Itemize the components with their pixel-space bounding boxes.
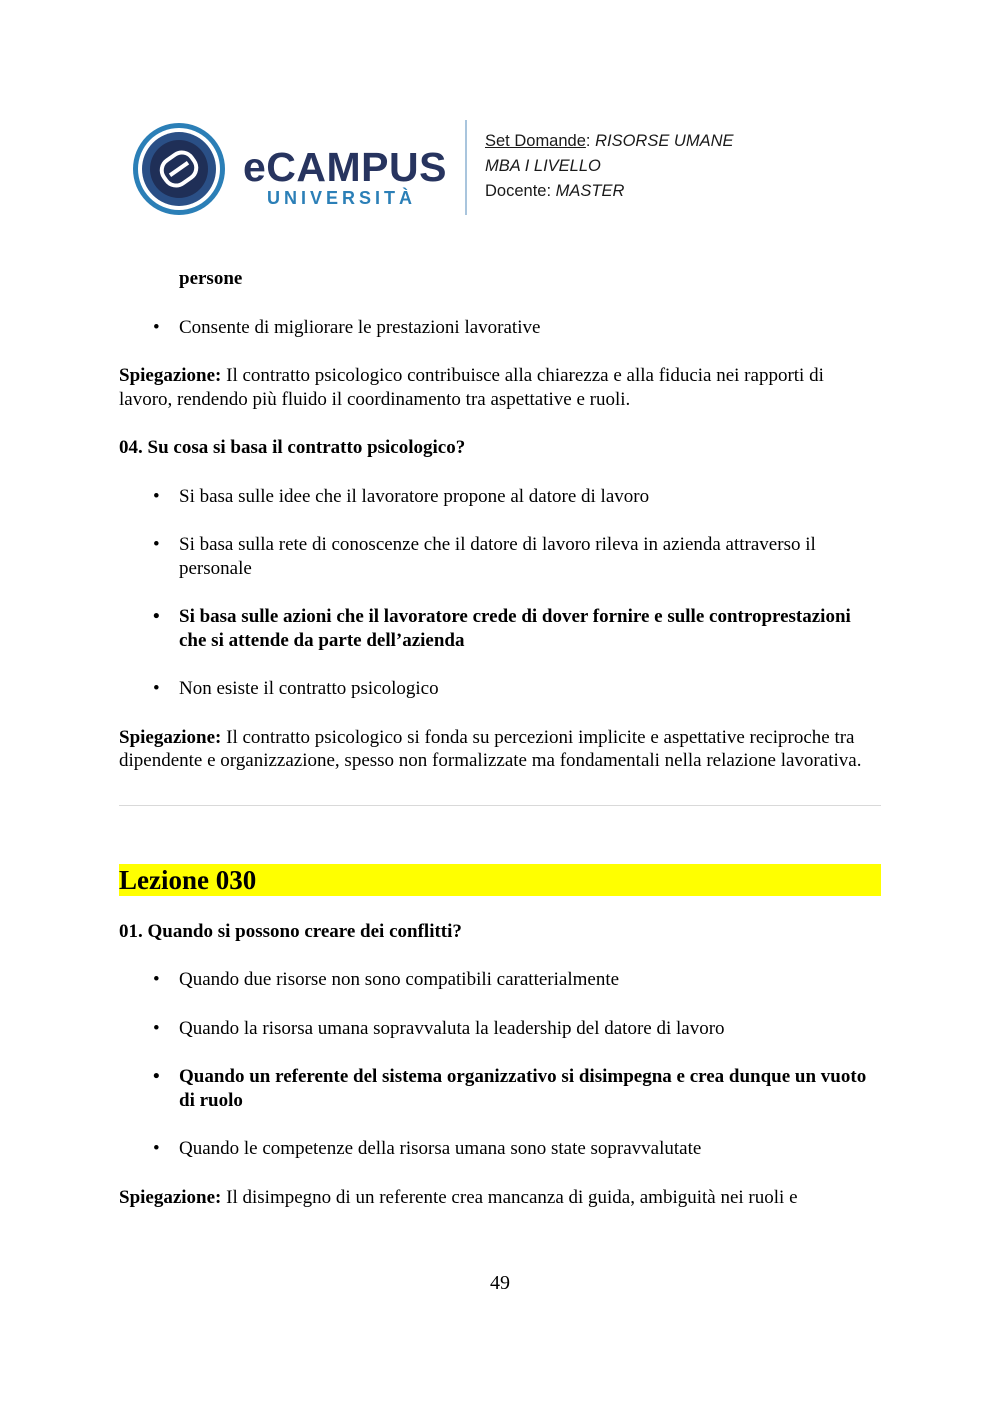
list-item [119,316,881,340]
explanation [119,364,881,411]
question-options [119,485,881,701]
explanation [119,1186,881,1210]
option-text: Quando un referente del sistema organizzativo si disimpegna e crea dunque un vuoto di ruolo [179,1066,867,1111]
option-text: Consente di migliorare le prestazioni lavorative [179,316,541,338]
option-text: Quando le competenze della risorsa umana sono state sopravvalutate [179,1138,702,1159]
question-options [119,968,881,1161]
list-item [119,968,881,992]
bullet-icon: • [153,485,160,507]
explanation [119,726,881,773]
explanation-label: Spiegazione: [119,365,222,386]
ecampus-seal-logo [132,122,226,216]
explanation-label: Spiegazione: [119,1186,222,1208]
option-text: Si basa sulle idee che il lavoratore propone al datore di lavoro [179,485,650,507]
docente-value: MASTER [555,182,625,200]
bullet-icon: • [153,969,160,990]
page-content [119,267,881,1209]
header-level-line [485,154,734,179]
correct-option [119,1065,881,1112]
option-text: Si basa sulle azioni che il lavoratore crede di dover fornire e sulle controprestazioni che si attende da parte dell’azienda [179,606,851,651]
bullet-icon: • [153,1017,160,1039]
page-number: 49 [490,1272,510,1294]
list-item [119,485,881,509]
header-docente-line [485,179,734,204]
question-title: 04. Su cosa si basa il contratto psicologico? [119,437,466,458]
list-item [119,1137,881,1161]
set-value: RISORSE UMANE [595,132,734,150]
bullet-icon: • [153,606,160,627]
explanation-text: Il disimpegno di un referente crea mancanza di guida, ambiguità nei ruoli e [221,1186,798,1208]
header-info [485,129,734,204]
logo-subtitle: UNIVERSITÀ [267,188,417,208]
bullet-icon: • [153,534,160,555]
lesson-heading: Lezione 030 [119,864,881,896]
list-item [119,533,881,580]
carry-over-text: persone [179,268,243,289]
header-divider [465,120,467,215]
correct-option [119,605,881,652]
explanation-label: Spiegazione: [119,726,222,748]
option-text: Quando due risorse non sono compatibili caratterialmente [179,969,620,990]
bullet-icon: • [153,1066,160,1087]
option-text: Si basa sulla rete di conoscenze che il datore di lavoro rileva in azienda attraverso il personale [179,534,816,579]
level-value: MBA I LIVELLO [485,157,601,175]
set-label: Set Domande [485,132,586,150]
explanation-text: Il contratto psicologico contribuisce alla chiarezza e alla fiducia nei rapporti di lavoro, rendendo più fluido il coordinamento tra aspettative e ruoli. [119,365,824,410]
bullet-icon: • [153,1138,160,1159]
logo-name: eCAMPUS [243,144,447,190]
header-set-line: Set Domande: RISORSE UMANE [485,132,734,150]
question-title: 01. Quando si possono creare dei conflitti? [119,920,462,942]
option-text: Quando la risorsa umana sopravvaluta la leadership del datore di lavoro [179,1017,725,1039]
list-item [119,677,881,701]
page-header [0,0,1000,230]
carry-over-options [119,316,881,340]
option-text: Non esiste il contratto psicologico [179,678,439,699]
section-divider [119,805,881,806]
bullet-icon: • [153,678,160,699]
explanation-text: Il contratto psicologico si fonda su percezioni implicite e aspettative reciproche tra dipendente e organizzazione, spesso non formalizzate ma fondamentali nella relazione lavorativa. [119,726,862,771]
list-item [119,1017,881,1041]
docente-label: Docente: [485,182,552,200]
ecampus-wordmark [243,145,453,215]
bullet-icon: • [153,316,160,338]
